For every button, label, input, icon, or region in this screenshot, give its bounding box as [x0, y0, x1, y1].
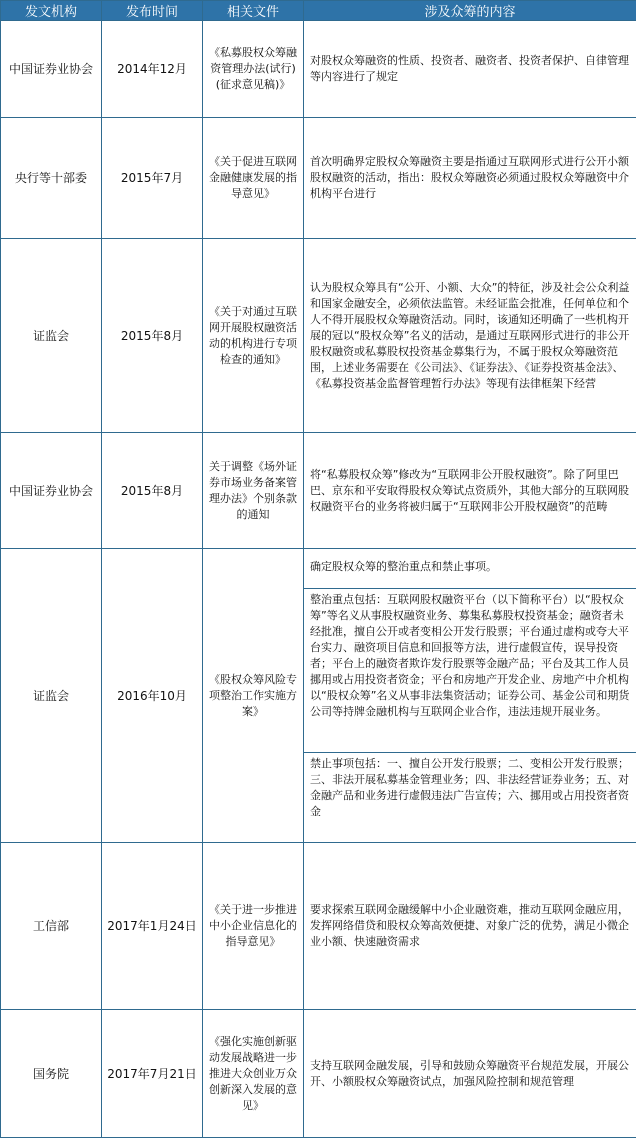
header-org: 发文机构 — [1, 1, 102, 21]
org-cell: 证监会 — [1, 549, 102, 843]
org-cell: 证监会 — [1, 239, 102, 433]
content-cell: 将“私募股权众筹”修改为“互联网非公开股权融资”。除了阿里巴巴、京东和平安取得股权众筹试点资质外，其他大部分的互联网股权融资平台的业务将被归属于“互联网非公开股权融资”的范畴 — [304, 433, 636, 549]
org-cell: 工信部 — [1, 843, 102, 1010]
header-doc: 相关文件 — [203, 1, 304, 21]
table-row — [1, 549, 636, 589]
date-cell: 2016年10月 — [102, 549, 203, 843]
org-cell: 中国证券业协会 — [1, 21, 102, 118]
content-cell-summary: 确定股权众筹的整治重点和禁止事项。 — [304, 549, 636, 589]
doc-cell: 《关于促进互联网金融健康发展的指导意见》 — [203, 118, 304, 239]
content-cell: 对股权众筹融资的性质、投资者、融资者、投资者保护、自律管理等内容进行了规定 — [304, 21, 636, 118]
org-cell: 中国证券业协会 — [1, 433, 102, 549]
date-cell: 2015年7月 — [102, 118, 203, 239]
date-cell: 2017年7月21日 — [102, 1010, 203, 1138]
date-cell: 2014年12月 — [102, 21, 203, 118]
table-row — [1, 433, 636, 549]
content-cell: 支持互联网金融发展，引导和鼓励众筹融资平台规范发展，开展公开、小额股权众筹融资试点，加强风险控制和规范管理 — [304, 1010, 636, 1138]
table-row — [1, 1010, 636, 1138]
content-cell-key-points: 整治重点包括：互联网股权融资平台（以下简称平台）以“股权众筹”等名义从事股权融资业务、募集私募股权投资基金；融资者未经批准，擅自公开或者变相公开发行股票；平台通过虚构或夸大平台实力、融资项目信息和回报等方法，进行虚假宣传，误导投资者；平台上的融资者欺诈发行股票等金融产品；平台及其工作人员挪用或占用投资者资金；平台和房地产开发企业、房地产中介机构以“股权众筹”名义从事非法集资活动；证券公司、基金公司和期货公司等持牌金融机构与互联网企业合作，违法违规开展业务。 — [304, 589, 636, 753]
table-row — [1, 21, 636, 118]
header-date: 发布时间 — [102, 1, 203, 21]
doc-cell: 《股权众筹风险专项整治工作实施方案》 — [203, 549, 304, 843]
doc-cell: 《强化实施创新驱动发展战略进一步推进大众创业万众创新深入发展的意见》 — [203, 1010, 304, 1138]
table-row — [1, 118, 636, 239]
header-content: 涉及众筹的内容 — [304, 1, 636, 21]
doc-cell: 《私募股权众筹融资管理办法(试行)(征求意见稿)》 — [203, 21, 304, 118]
content-cell-prohibitions: 禁止事项包括：一、擅自公开发行股票；二、变相公开发行股票；三、非法开展私募基金管理业务；四、非法经营证券业务；五、对金融产品和业务进行虚假违法广告宣传；六、挪用或占用投资者资金 — [304, 753, 636, 843]
content-cell: 认为股权众筹具有“公开、小额、大众”的特征，涉及社会公众利益和国家金融安全，必须依法监管。未经证监会批准，任何单位和个人不得开展股权众筹融资活动。同时，该通知还明确了一些机构开展的冠以“股权众筹”名义的活动，是通过互联网形式进行的非公开股权融资或私募股权投资基金募集行为，不属于股权众筹融资范围，上述业务需要在《公司法》、《证券法》、《证券投资基金法》、《私募投资基金监督管理暂行办法》等现有法律框架下经营 — [304, 239, 636, 433]
doc-cell: 关于调整《场外证券市场业务备案管理办法》个别条款的通知 — [203, 433, 304, 549]
doc-cell: 《关于进一步推进中小企业信息化的指导意见》 — [203, 843, 304, 1010]
org-cell: 国务院 — [1, 1010, 102, 1138]
date-cell: 2015年8月 — [102, 239, 203, 433]
date-cell: 2015年8月 — [102, 433, 203, 549]
date-cell: 2017年1月24日 — [102, 843, 203, 1010]
table-header-row — [1, 1, 636, 21]
doc-cell: 《关于对通过互联网开展股权融资活动的机构进行专项检查的通知》 — [203, 239, 304, 433]
org-cell: 央行等十部委 — [1, 118, 102, 239]
table-row — [1, 843, 636, 1010]
table-row — [1, 239, 636, 433]
content-cell: 首次明确界定股权众筹融资主要是指通过互联网形式进行公开小额股权融资的活动，指出：股权众筹融资必须通过股权众筹融资中介机构平台进行 — [304, 118, 636, 239]
content-cell: 要求探索互联网金融缓解中小企业融资难，推动互联网金融应用，发挥网络借贷和股权众筹高效便捷、对象广泛的优势，满足小微企业小额、快速融资需求 — [304, 843, 636, 1010]
